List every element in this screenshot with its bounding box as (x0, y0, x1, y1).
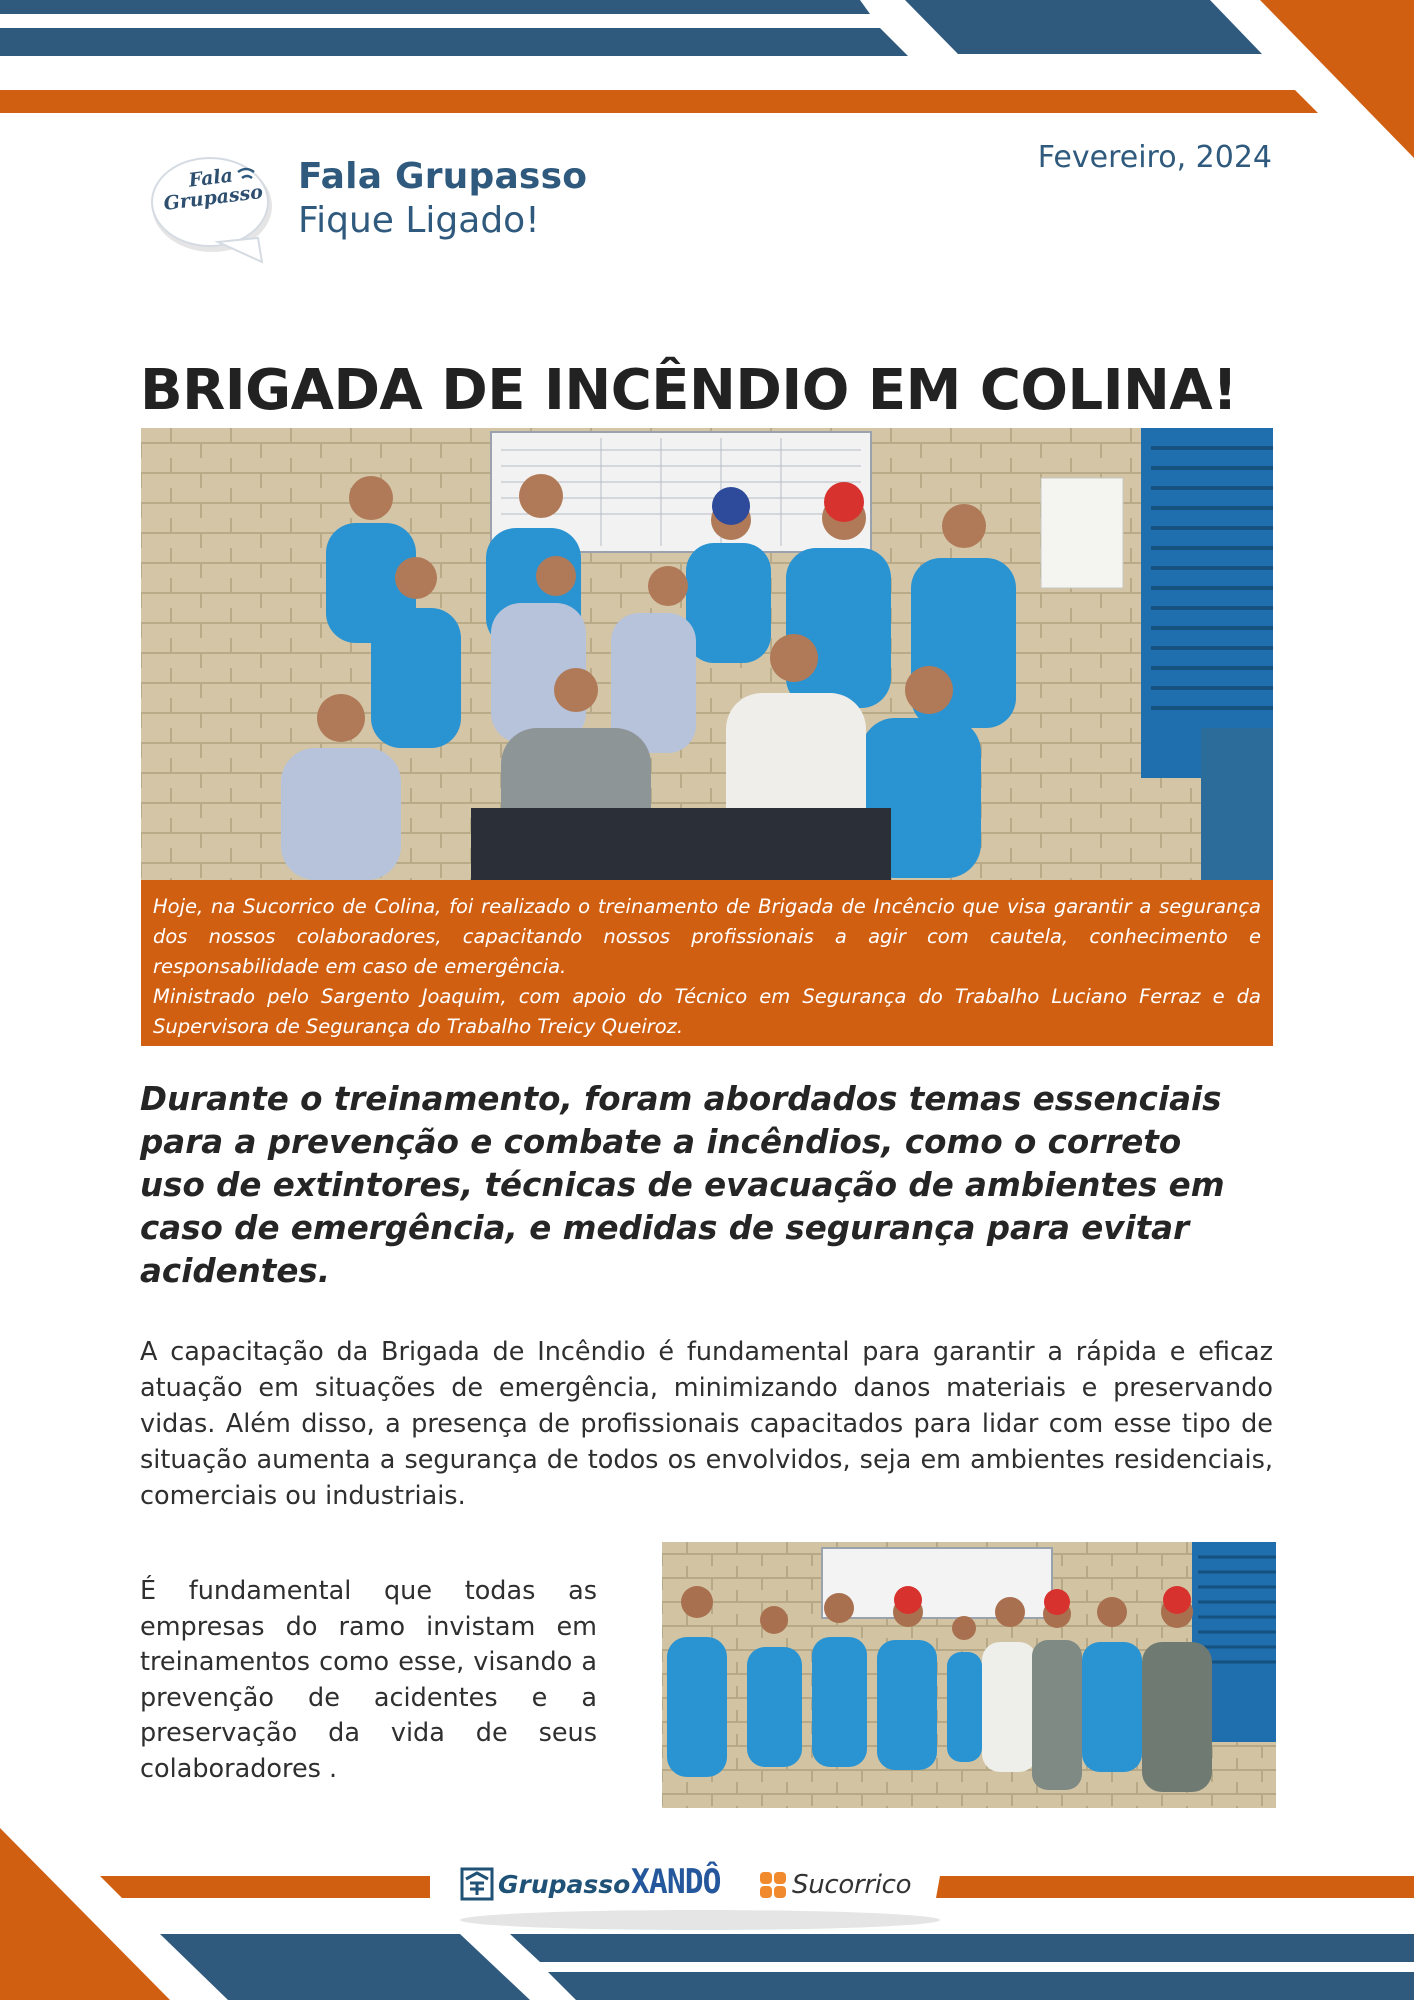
lead-paragraph: Durante o treinamento, foram abordados temas essenciais para a prevenção e combate a incêndios, como o correto uso de extintores, técnicas de evacuação de ambientes em caso de emergência, e medidas de segurança para evitar acidentes. (140, 1080, 1225, 1290)
brand-tagline: Fique Ligado! (298, 200, 540, 241)
caption-paragraph-2: Ministrado pelo Sargento Joaquim, com apoio do Técnico em Segurança do Trabalho Luciano Ferraz e da Supervisora de Segurança do Trabalho Treicy Queiroz. (153, 985, 1261, 1038)
body-paragraph: A capacitação da Brigada de Incêndio é fundamental para garantir a rápida e eficaz atuação em situações de emergência, minimizando danos materiais e preservando vidas. Além disso, a presença de profissionais capacitados para lidar com esse tipo de situação aumenta a segurança de todos os envolvidos, seja em ambientes residenciais, comerciais ou industriais. (140, 1337, 1273, 1511)
photo-caption (141, 880, 1273, 1046)
closing-paragraph: É fundamental que todas as empresas do ramo invistam em treinamentos como esse, visando a prevenção de acidentes e a preservação da vida de seus colaboradores . (140, 1576, 597, 1784)
grupasso-logo (460, 1865, 630, 1903)
brigade-group-photo (141, 428, 1273, 880)
sucorrico-logo (759, 1867, 911, 1903)
sucorrico-mark-icon (759, 1871, 787, 1899)
team-standing-photo (662, 1542, 1276, 1808)
grupasso-logo-text: Grupasso (498, 1869, 631, 1899)
issue-date: Fevereiro, 2024 (1037, 140, 1272, 175)
article-title: BRIGADA DE INCÊNDIO EM COLINA! (140, 358, 1238, 423)
footer-decor-band (0, 1820, 1414, 2000)
caption-paragraph-1: Hoje, na Sucorrico de Colina, foi realizado o treinamento de Brigada de Incêncio que visa garantir a segurança dos nossos colaboradores, capacitando nossos profissionais a agir com cautela, conhecimento e responsabilidade em caso de emergência. (153, 895, 1261, 978)
logo-bubble-text: Fala Grupasso (162, 164, 265, 215)
grupasso-mark-icon (460, 1867, 494, 1901)
sucorrico-logo-text: Sucorrico (792, 1870, 912, 1900)
brand-name: Fala Grupasso (298, 156, 588, 197)
xando-logo: XANDÔ (631, 1862, 721, 1902)
